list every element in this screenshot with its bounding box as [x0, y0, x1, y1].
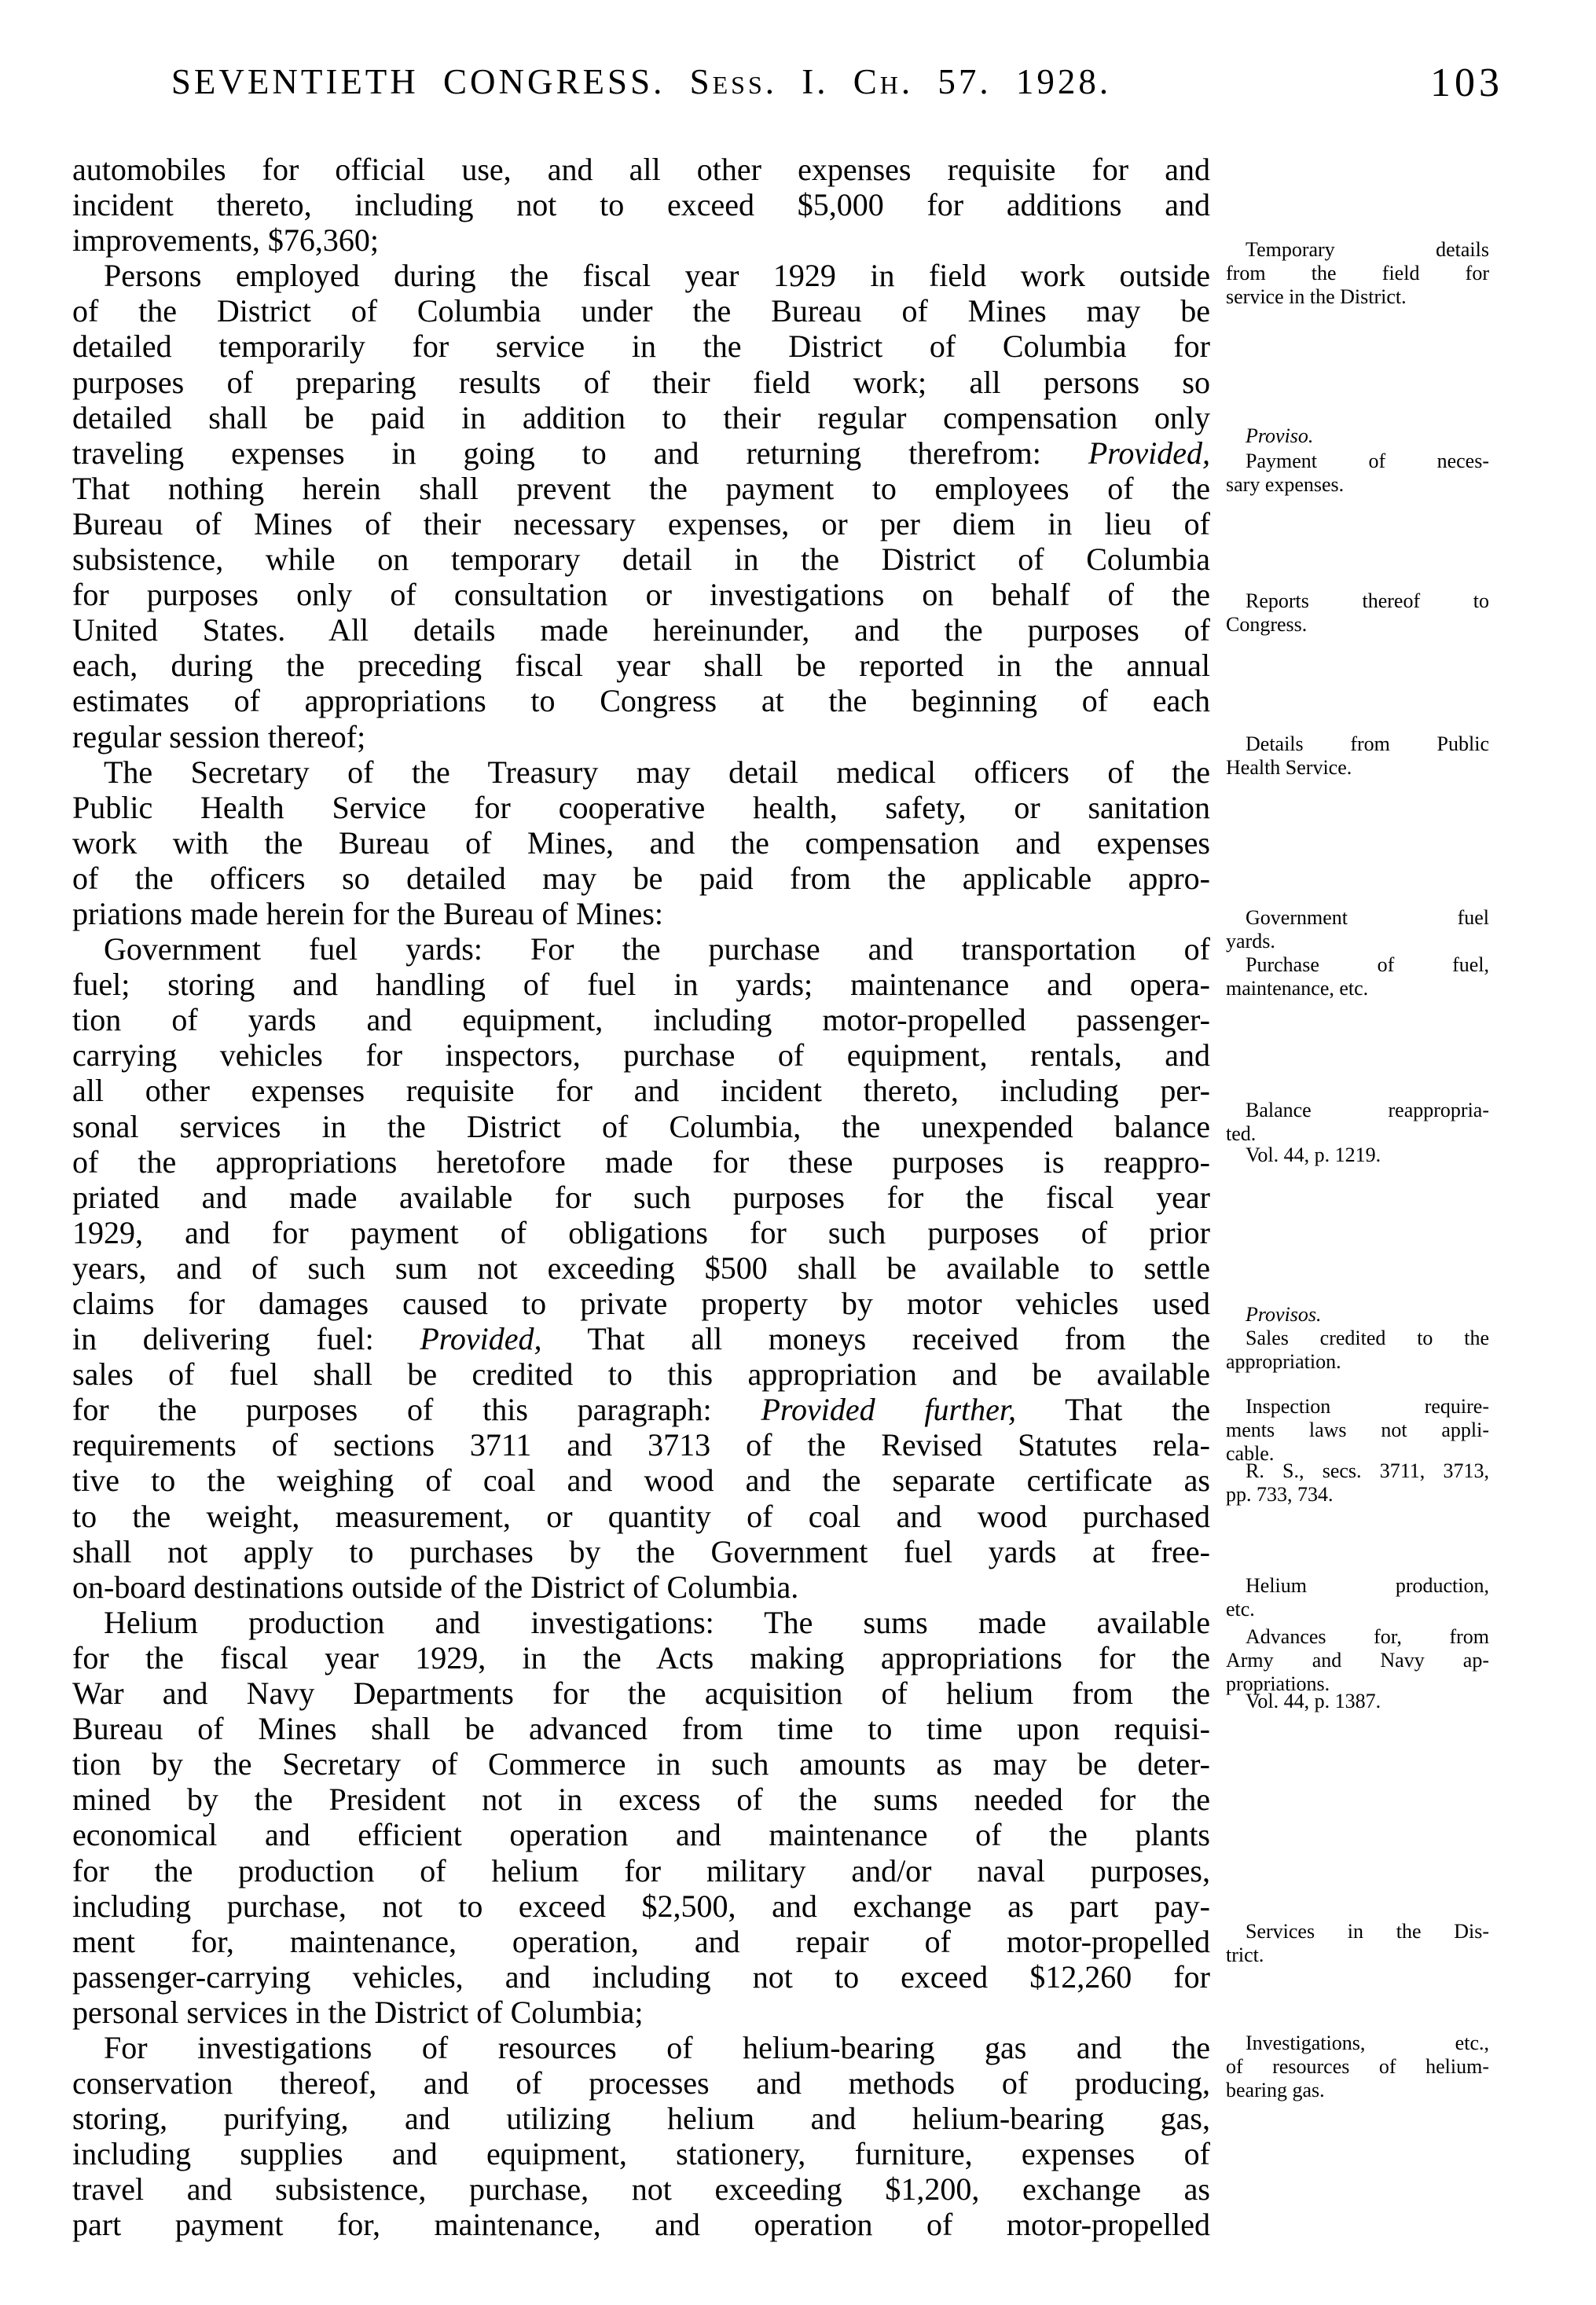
body-line: detailed temporarily for service in the District of Columbia for: [72, 328, 1210, 365]
body-line: Helium production and investigations: The sums made available: [104, 1604, 1210, 1640]
body-line: for the purposes of this paragraph: Provided further, That the: [72, 1392, 1211, 1428]
body-line: for the production of helium for military and/or naval purposes,: [72, 1852, 1210, 1888]
body-line: requirements of sections 3711 and 3713 of the Revised Statutes rela-: [72, 1427, 1210, 1463]
body-line: in delivering fuel: Provided, That all moneys received from the: [72, 1321, 1210, 1357]
body-line: priations made herein for the Bureau of Mines:: [72, 895, 663, 931]
italic-term: Provided further,: [761, 1392, 1017, 1428]
margin-note-line: bearing gas.: [1226, 2079, 1325, 2101]
margin-note-line: Vol. 44, p. 1387.: [1246, 1690, 1381, 1712]
body-line: subsistence, while on temporary detail in the District of Columbia: [72, 541, 1210, 578]
margin-note: [1226, 238, 1489, 309]
margin-note-line: service in the District.: [1226, 285, 1407, 308]
congress-label: SEVENTIETH CONGRESS.: [171, 62, 666, 101]
body-line: including purchase, not to exceed $2,500, and exchange as part pay-: [72, 1888, 1210, 1924]
body-line: Government fuel yards: For the purchase and transportation of: [104, 931, 1210, 967]
body-line: priated and made available for such purposes for the fiscal year: [72, 1179, 1210, 1215]
body-line: detailed shall be paid in addition to their regular compensation only: [72, 399, 1210, 435]
margin-note-line: Purchase of fuel,: [1246, 953, 1489, 976]
margin-note: [1226, 1920, 1489, 1967]
margin-note-line: Inspection require-: [1246, 1395, 1489, 1418]
body-line: automobiles for official use, and all other expenses requisite for and: [72, 152, 1210, 187]
margin-note: [1226, 450, 1489, 497]
margin-note-line: R. S., secs. 3711, 3713,: [1246, 1459, 1489, 1482]
margin-note: [1226, 424, 1489, 448]
page-number: 103: [1430, 61, 1503, 105]
margin-note-line: Reports thereof to: [1246, 589, 1489, 612]
margin-note: [1226, 1574, 1489, 1621]
body-line: ment for, maintenance, operation, and repair of motor-propelled: [72, 1923, 1210, 1959]
body-line: all other expenses requisite for and incident thereto, including per-: [72, 1073, 1210, 1109]
body-line: improvements, $76,360;: [72, 222, 379, 259]
margin-note-line: Details from Public: [1246, 732, 1489, 755]
margin-note-line: Vol. 44, p. 1219.: [1246, 1143, 1381, 1166]
body-line: mined by the President not in excess of the sums needed for the: [72, 1782, 1210, 1818]
body-line: Public Health Service for cooperative health, safety, or sanitation: [72, 789, 1210, 825]
margin-note-line: ments laws not appli-: [1226, 1419, 1489, 1441]
body-line: fuel; storing and handling of fuel in yards; maintenance and opera-: [72, 967, 1210, 1003]
body-line: tion by the Secretary of Commerce in such amounts as may be deter-: [72, 1746, 1210, 1782]
margin-note-line: Balance reappropria-: [1246, 1099, 1489, 1121]
chapter-label: Ch. 57.: [853, 62, 992, 101]
body-line: conservation thereof, and of processes and methods of producing,: [72, 2065, 1210, 2101]
body-line: travel and subsistence, purchase, not exceeding $1,200, exchange as: [72, 2171, 1210, 2208]
margin-note-line: Army and Navy ap-: [1226, 1649, 1489, 1672]
session-label: Sess. I.: [689, 62, 829, 101]
body-line: economical and efficient operation and maintenance of the plants: [72, 1817, 1210, 1853]
margin-note-line: Payment of neces-: [1246, 450, 1489, 472]
body-line: personal services in the District of Columbia;: [72, 1994, 644, 2030]
body-line: 1929, and for payment of obligations for such purposes of prior: [72, 1214, 1210, 1250]
margin-note-line: of resources of helium-: [1226, 2055, 1489, 2078]
margin-note-line: Proviso.: [1246, 424, 1314, 447]
margin-note-line: Congress.: [1226, 613, 1308, 636]
body-line: each, during the preceding fiscal year shall be reported in the annual: [72, 648, 1210, 684]
body-line: of the District of Columbia under the Bureau of Mines may be: [72, 293, 1210, 329]
margin-note: [1226, 732, 1489, 780]
margin-note-line: Provisos.: [1246, 1303, 1322, 1326]
margin-note-line: Helium production,: [1246, 1574, 1489, 1597]
body-line: Bureau of Mines of their necessary expenses, or per diem in lieu of: [72, 505, 1210, 541]
margin-note: [1226, 1327, 1489, 1374]
body-line: of the officers so detailed may be paid from the applicable appro-: [72, 860, 1210, 896]
margin-note: [1226, 1099, 1489, 1146]
italic-term: Provided,: [1088, 435, 1210, 471]
margin-note-line: appropriation.: [1226, 1350, 1341, 1373]
margin-note: [1226, 1625, 1489, 1696]
body-line: storing, purifying, and utilizing helium and helium-bearing gas,: [72, 2101, 1210, 2137]
body-line: War and Navy Departments for the acquisition of helium from the: [72, 1676, 1210, 1712]
body-line: carrying vehicles for inspectors, purchase of equipment, rentals, and: [72, 1037, 1210, 1074]
body-line: tive to the weighing of coal and wood and the separate certificate as: [72, 1463, 1210, 1499]
body-line: claims for damages caused to private property by motor vehicles used: [72, 1286, 1210, 1321]
running-head: [72, 64, 1210, 100]
margin-note-line: propriations.: [1226, 1672, 1330, 1695]
margin-note-line: Government fuel: [1246, 906, 1489, 929]
body-line: sonal services in the District of Columbia, the unexpended balance: [72, 1108, 1210, 1144]
body-line: work with the Bureau of Mines, and the compensation and expenses: [72, 824, 1210, 861]
body-line: to the weight, measurement, or quantity of coal and wood purchased: [72, 1498, 1210, 1534]
body-line: sales of fuel shall be credited to this appropriation and be available: [72, 1356, 1210, 1393]
margin-note: [1226, 2032, 1489, 2102]
margin-note-line: Investigations, etc.,: [1246, 2032, 1489, 2054]
body-line: part payment for, maintenance, and operation of motor-propelled: [72, 2207, 1210, 2243]
body-line: Persons employed during the fiscal year 1929 in field work outside: [104, 258, 1210, 294]
body-line: Bureau of Mines shall be advanced from time to time upon requisi-: [72, 1711, 1210, 1747]
year-label: 1928.: [1015, 62, 1112, 101]
body-line: That nothing herein shall prevent the payment to employees of the: [72, 470, 1210, 506]
body-line: of the appropriations heretofore made for these purposes is reappro-: [72, 1143, 1210, 1180]
margin-note-line: Services in the Dis-: [1246, 1920, 1489, 1943]
margin-note-line: yards.: [1226, 930, 1275, 952]
margin-note-line: ted.: [1226, 1122, 1257, 1145]
body-line: For investigations of resources of helium-bearing gas and the: [104, 2029, 1210, 2065]
body-line: traveling expenses in going to and returning therefrom: Provided,: [72, 435, 1210, 471]
body-line: for purposes only of consultation or investigations on behalf of the: [72, 577, 1210, 613]
margin-note-line: Temporary details: [1246, 238, 1489, 261]
body-line: United States. All details made hereinunder, and the purposes of: [72, 612, 1210, 648]
margin-note: [1226, 1459, 1489, 1507]
margin-note-line: cable.: [1226, 1442, 1275, 1465]
margin-note: [1226, 906, 1489, 953]
margin-note: [1226, 953, 1489, 1000]
margin-note-line: pp. 733, 734.: [1226, 1483, 1334, 1506]
margin-note: [1226, 1395, 1489, 1466]
margin-note-line: sary expenses.: [1226, 473, 1345, 496]
body-line: shall not apply to purchases by the Government fuel yards at free-: [72, 1533, 1210, 1569]
margin-note-line: maintenance, etc.: [1226, 977, 1369, 1000]
margin-note-line: etc.: [1226, 1598, 1255, 1620]
body-line: passenger-carrying vehicles, and including not to exceed $12,260 for: [72, 1958, 1210, 1995]
margin-note-line: Health Service.: [1226, 756, 1352, 779]
body-line: including supplies and equipment, stationery, furniture, expenses of: [72, 2136, 1210, 2172]
margin-note-line: trict.: [1226, 1943, 1264, 1966]
body-line: on-board destinations outside of the District of Columbia.: [72, 1569, 799, 1605]
body-line: tion of yards and equipment, including motor-propelled passenger-: [72, 1002, 1210, 1038]
margin-note-line: from the field for: [1226, 262, 1489, 284]
body-line: incident thereto, including not to exceed $5,000 for additions and: [72, 187, 1210, 223]
margin-note: [1226, 1303, 1489, 1327]
body-line: purposes of preparing results of their field work; all persons so: [72, 364, 1210, 400]
margin-note: [1226, 589, 1489, 637]
body-line: estimates of appropriations to Congress at the beginning of each: [72, 683, 1210, 719]
italic-term: Provided,: [420, 1321, 542, 1357]
body-line: The Secretary of the Treasury may detail medical officers of the: [104, 754, 1210, 790]
margin-note: [1226, 1690, 1489, 1713]
body-line: regular session thereof;: [72, 718, 366, 754]
margin-note-line: Sales credited to the: [1246, 1327, 1489, 1349]
body-line: for the fiscal year 1929, in the Acts making appropriations for the: [72, 1639, 1210, 1676]
margin-note: [1226, 1143, 1489, 1167]
statute-body-text: [72, 152, 1210, 2243]
body-line: years, and of such sum not exceeding $500 shall be available to settle: [72, 1250, 1210, 1286]
margin-note-line: Advances for, from: [1246, 1625, 1489, 1648]
